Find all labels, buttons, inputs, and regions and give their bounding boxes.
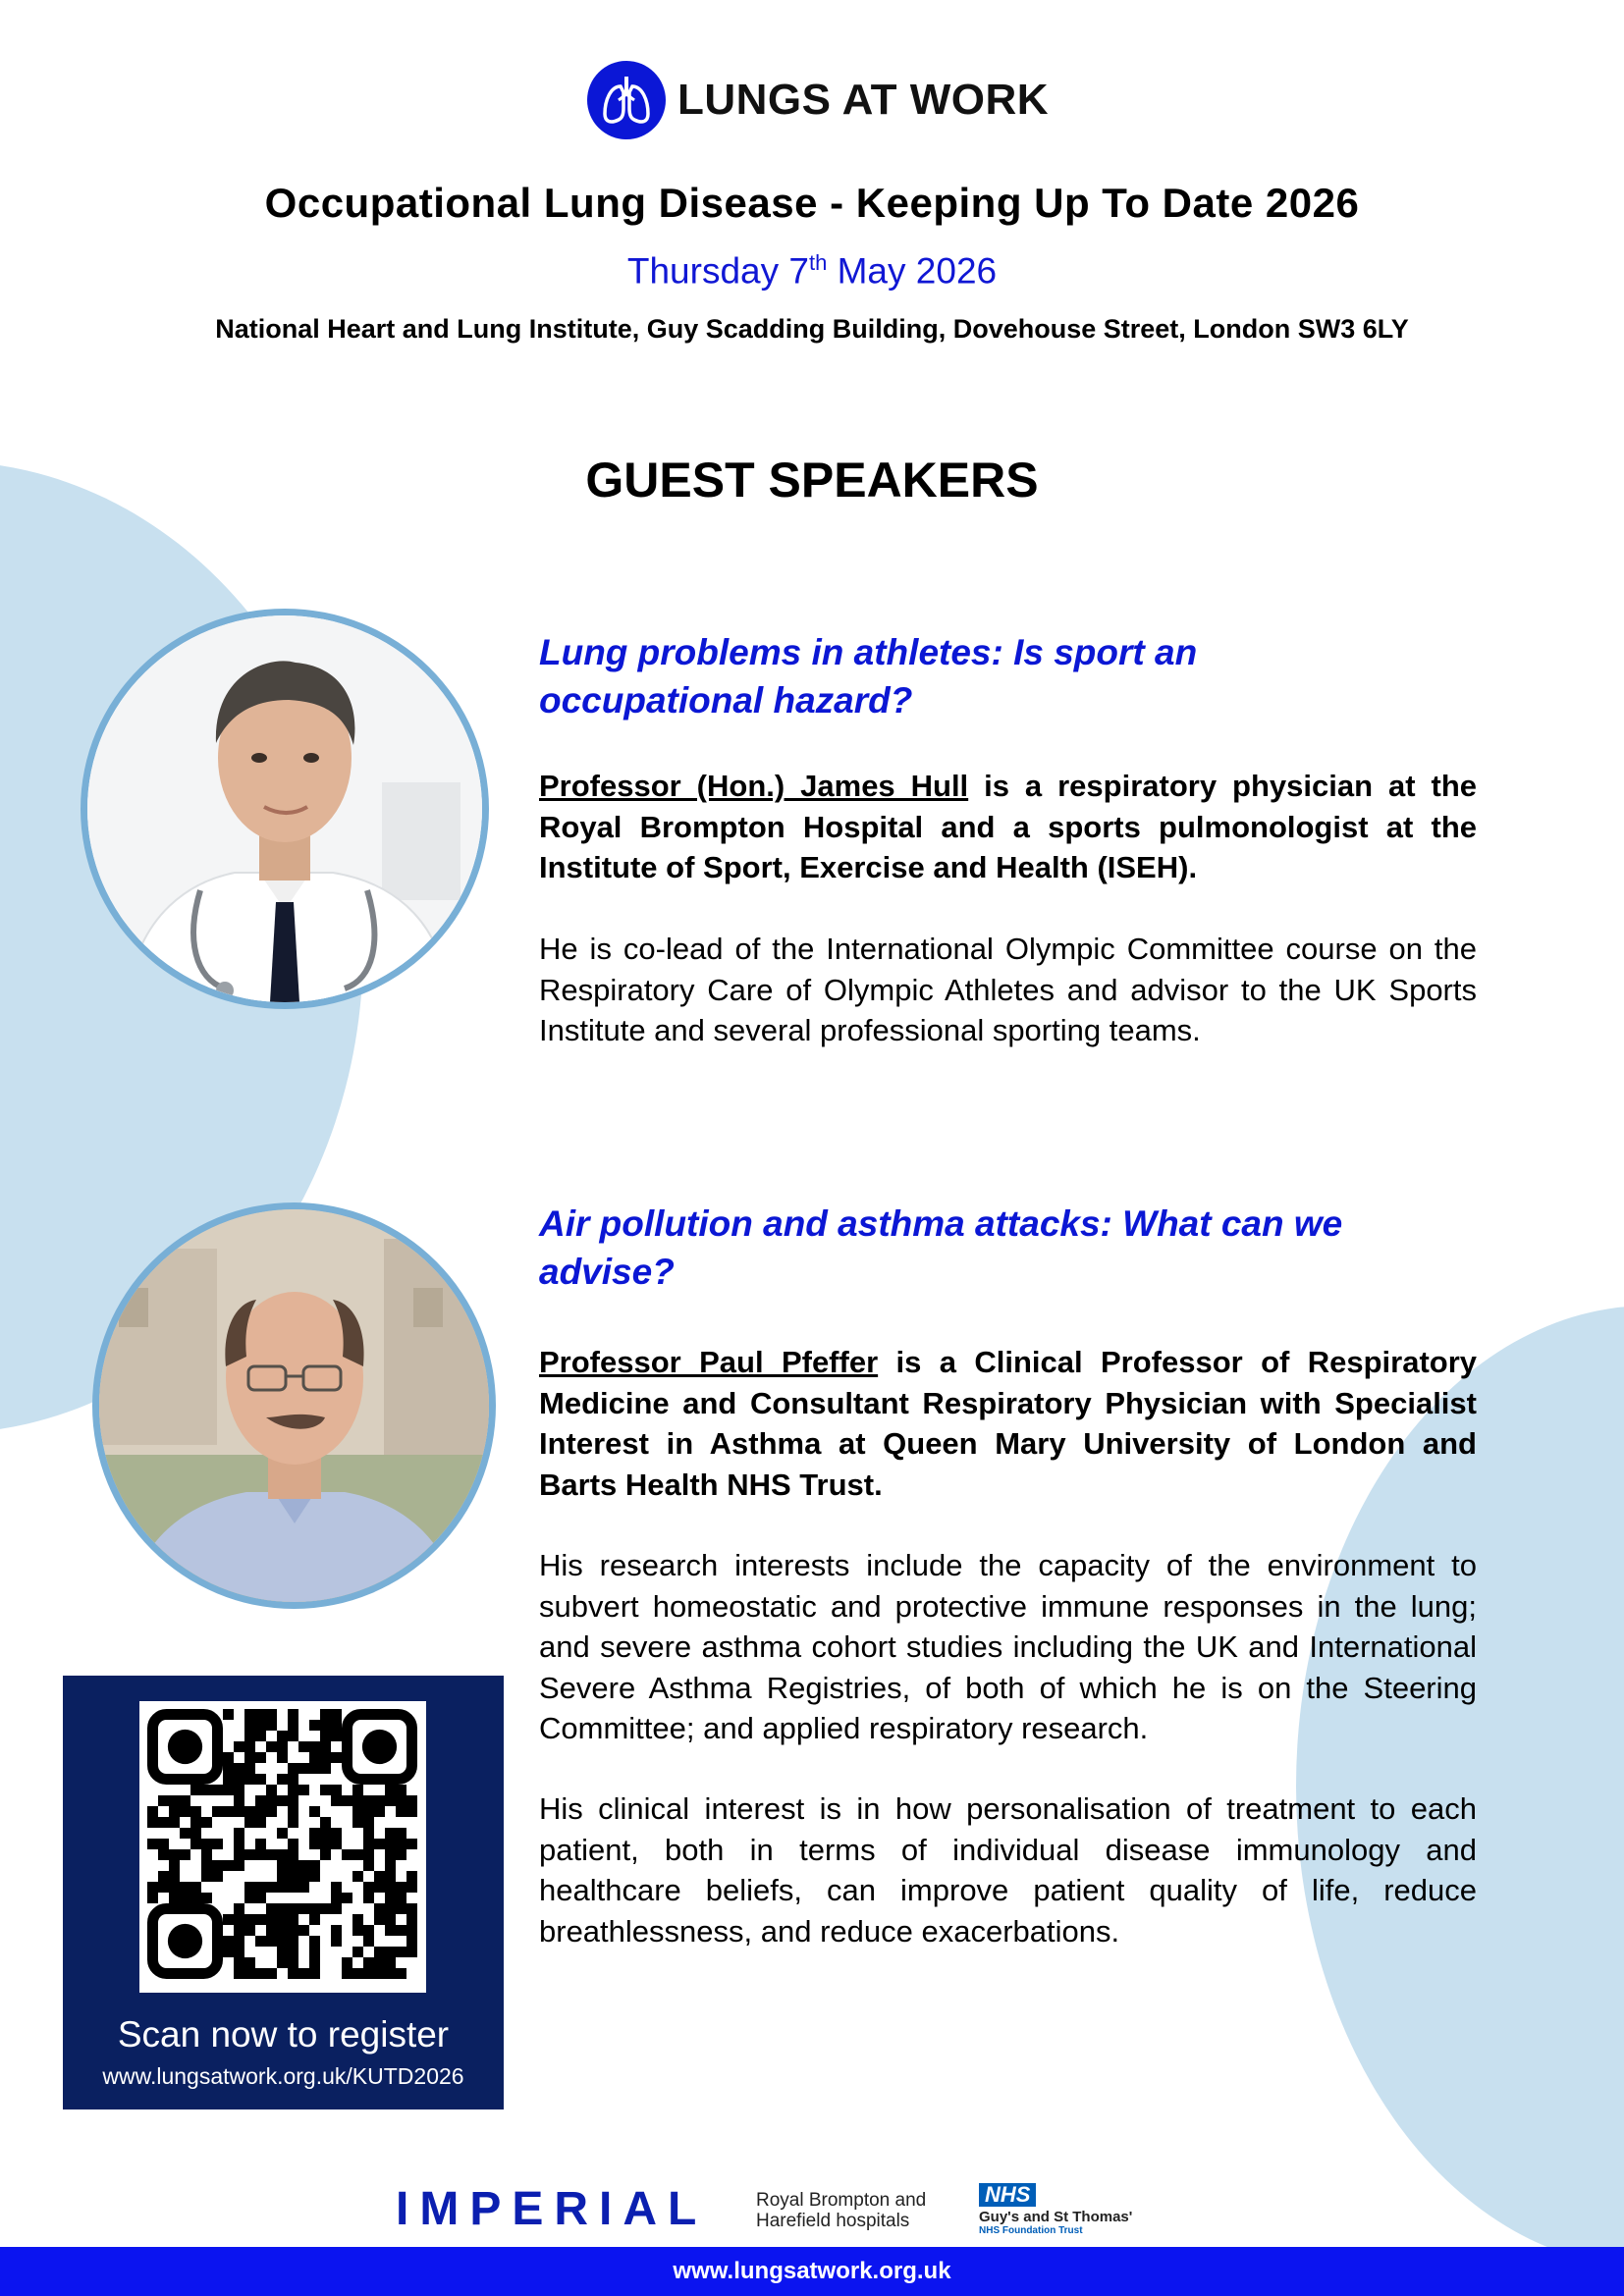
event-date-prefix: Thursday 7 <box>626 250 809 292</box>
speaker-1-intro <box>539 766 1477 888</box>
lungs-icon <box>587 61 666 139</box>
footer-url-link[interactable]: www.lungsatwork.org.uk <box>673 2258 951 2284</box>
event-venue: National Heart and Lung Institute, Guy Scadding Building, Dovehouse Street, London SW3 6LY <box>215 314 1409 344</box>
speaker-1-intro-text: is a respiratory physician at the Royal Brompton Hospital and a sports pulmonologist at the Institute of Sport, Exercise and Health (ISEH). <box>539 769 1477 884</box>
nhs-foundation-trust: NHS Foundation Trust <box>979 2225 1083 2236</box>
event-date <box>0 250 1624 292</box>
speaker-2-intro <box>539 1342 1477 1505</box>
talk-title-1: Lung problems in athletes: Is sport an occupational hazard? <box>539 632 1198 721</box>
event-date-ordinal: th <box>808 250 828 275</box>
speaker-1-name: Professor (Hon.) James Hull <box>539 769 969 803</box>
speaker-2-paragraph-clinical: His clinical interest is in how personalisation of treatment to each patient, both in terms of individual disease immunology and healthcare beliefs, can improve patient quality of life, reduce breathlessness, and reduce exacerbations. <box>539 1791 1477 1949</box>
rbh-line-1: Royal Brompton and <box>756 2190 927 2211</box>
imperial-logo: IMPERIAL <box>396 2183 708 2235</box>
speaker-2-paragraph-research: His research interests include the capacity of the environment to subvert homeostatic and protective immune responses in the lung; and severe asthma cohort studies including the UK and International Severe Asthma Registries, of both of which he is on the Steering Committee; and applied respiratory research. <box>539 1548 1477 1745</box>
nhs-badge: NHS <box>979 2183 1036 2207</box>
guest-speakers-heading: GUEST SPEAKERS <box>585 453 1039 507</box>
qr-code-icon[interactable] <box>147 1709 418 1985</box>
speaker-2-name: Professor Paul Pfeffer <box>539 1345 879 1379</box>
registration-panel[interactable] <box>63 1676 504 2109</box>
rbh-line-2: Harefield hospitals <box>756 2211 910 2231</box>
event-title: Occupational Lung Disease - Keeping Up To Date 2026 <box>264 180 1360 226</box>
register-url[interactable]: www.lungsatwork.org.uk/KUTD2026 <box>102 2063 464 2089</box>
logo-text: LUNGS AT WORK <box>677 76 1050 124</box>
nhs-trust-logo <box>979 2183 1132 2236</box>
event-date-suffix: May 2026 <box>827 250 998 292</box>
qr-code-frame <box>139 1701 426 1993</box>
speaker-2-intro-text: is a Clinical Professor of Respiratory Medicine and Consultant Respiratory Physician with Specialist Interest in Asthma at Queen Mary University of London and Barts Health NHS Trust. <box>539 1345 1478 1502</box>
nhs-trust-name: Guy's and St Thomas' <box>979 2209 1133 2225</box>
speaker-1-paragraph: He is co-lead of the International Olympic Committee course on the Respiratory Care of Olympic Athletes and advisor to the UK Sports Institute and several professional sporting teams. <box>539 932 1477 1047</box>
speaker-photo-james-hull <box>81 609 489 1009</box>
talk-title-2: Air pollution and asthma attacks: What can we advise? <box>539 1203 1343 1292</box>
royal-brompton-logo <box>756 2190 926 2231</box>
register-cta: Scan now to register <box>117 2014 450 2055</box>
lungs-at-work-logo <box>587 61 1049 139</box>
footer-bar <box>0 2247 1624 2296</box>
speaker-photo-paul-pfeffer <box>92 1202 496 1609</box>
